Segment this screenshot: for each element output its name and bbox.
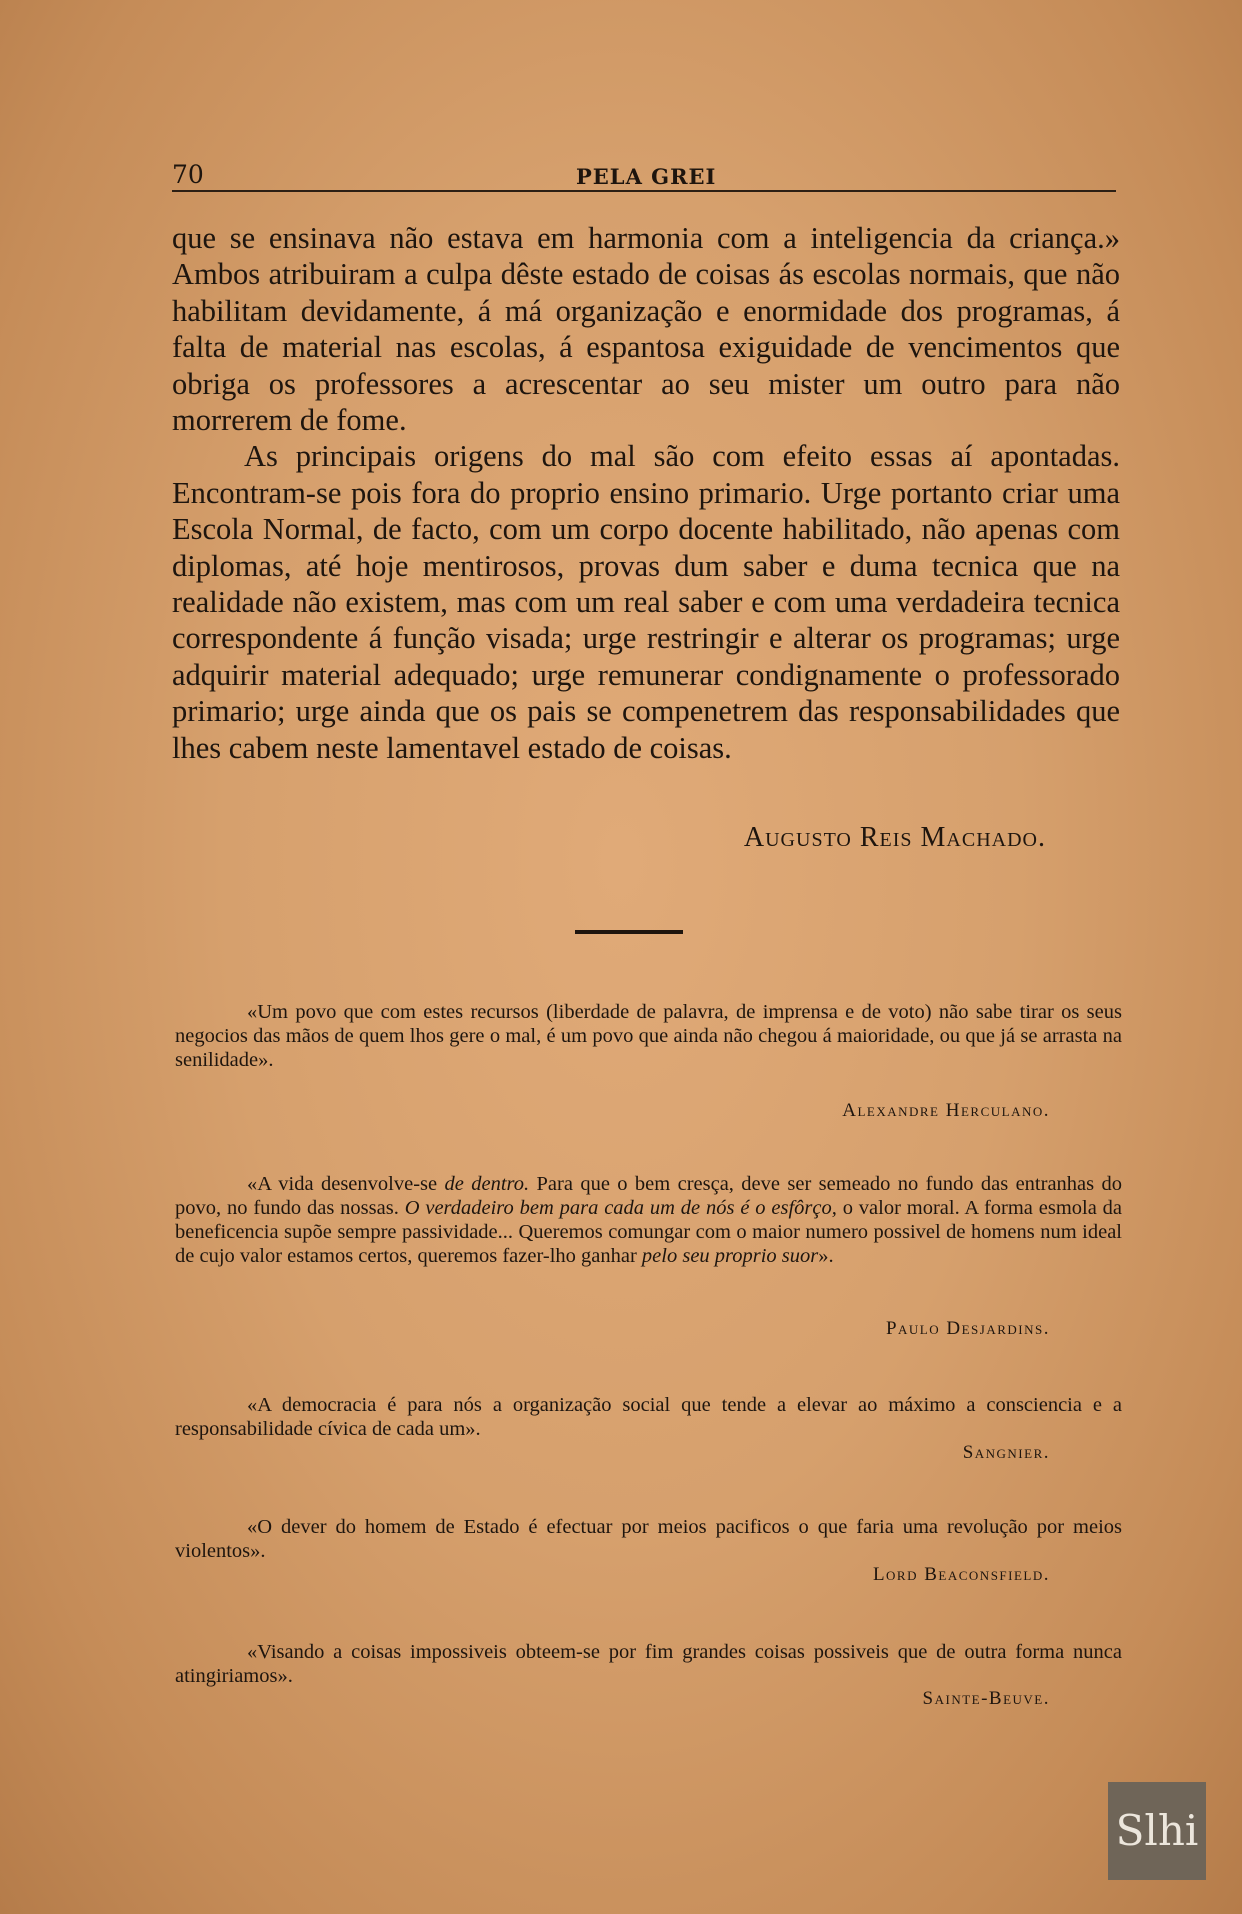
quote-author: Paulo Desjardins. xyxy=(885,1318,1050,1339)
article-body xyxy=(172,220,1120,766)
quote-text: «A vida desenvolve-se de dentro. Para que o bem cresça, deve ser semeado no fundo das entranhas do povo, no fundo das nossas. O verdadeiro bem para cada um de nós é o esfôrço, o valor moral. A forma esmola da beneficencia supõe sempre passividade... Queremos comungar com o maior numero possivel de homens num ideal de cujo valor estamos certos, queremos fazer-lho ganhar pelo seu proprio suor». xyxy=(175,1173,1123,1267)
quote-author: Alexandre Herculano. xyxy=(842,1100,1050,1121)
quote-author: Lord Beaconsfield. xyxy=(872,1564,1050,1585)
article-paragraph: que se ensinava não estava em harmonia com a inteligencia da criança.» Ambos atribuiram a culpa dêste estado de coisas ás escolas normais, que não habilitam devidamente, á má organização e enormidade dos programas, á falta de material nas escolas, á espantosa exiguidade de vencimentos que obriga os professores a acrescentar ao seu mister um outro para não morrerem de fome. xyxy=(172,221,1120,438)
quote-desjardins xyxy=(175,1172,1122,1268)
page-number: 70 xyxy=(172,160,204,189)
quote-author: Sainte-Beuve. xyxy=(922,1688,1050,1709)
section-separator xyxy=(575,930,683,934)
quote-beaconsfield xyxy=(175,1515,1122,1563)
quote-sangnier xyxy=(175,1393,1122,1441)
quote-text: «A democracia é para nós a organização social que tende a elevar ao máximo a consciencia e a responsabilidade cívica de cada um». xyxy=(175,1394,1122,1440)
article-paragraph: As principais origens do mal são com efeito essas aí apontadas. Encontram-se pois fora do proprio ensino primario. Urge portanto criar uma Escola Normal, de facto, com um corpo docente habilitado, não apenas com diplomas, até hoje mentirosos, provas dum saber e duma tecnica que na realidade não existem, mas com um real saber e com uma verdadeira tecnica correspondente á função visada; urge restringir e alterar os programas; urge adquirir material adequado; urge remunerar condignamente o professorado primario; urge ainda que os pais se compenetrem das responsabilidades que lhes cabem neste lamentavel estado de coisas. xyxy=(172,439,1120,765)
running-head: PELA GREI xyxy=(576,164,717,189)
quote-text: «Visando a coisas impossiveis obteem-se por fim grandes coisas possiveis que de outra forma nunca atingiriamos». xyxy=(175,1641,1122,1687)
quote-text: «Um povo que com estes recursos (liberdade de palavra, de imprensa e de voto) não sabe tirar os seus negocios das mãos de quem lhos gere o mal, é um povo que ainda não chegou á maioridade, ou que já se arrasta na senilidade». xyxy=(175,1001,1122,1071)
library-stamp: Slhi xyxy=(1108,1782,1206,1880)
quote-sainte-beuve xyxy=(175,1640,1122,1688)
quote-author: Sangnier. xyxy=(962,1442,1050,1463)
quote-text: «O dever do homem de Estado é efectuar por meios pacificos o que faria uma revolução por meios violentos». xyxy=(175,1516,1122,1562)
quote-herculano xyxy=(175,1000,1122,1072)
article-signature: Augusto Reis Machado. xyxy=(743,822,1046,853)
header-rule xyxy=(172,190,1116,192)
page-header xyxy=(172,160,1116,190)
